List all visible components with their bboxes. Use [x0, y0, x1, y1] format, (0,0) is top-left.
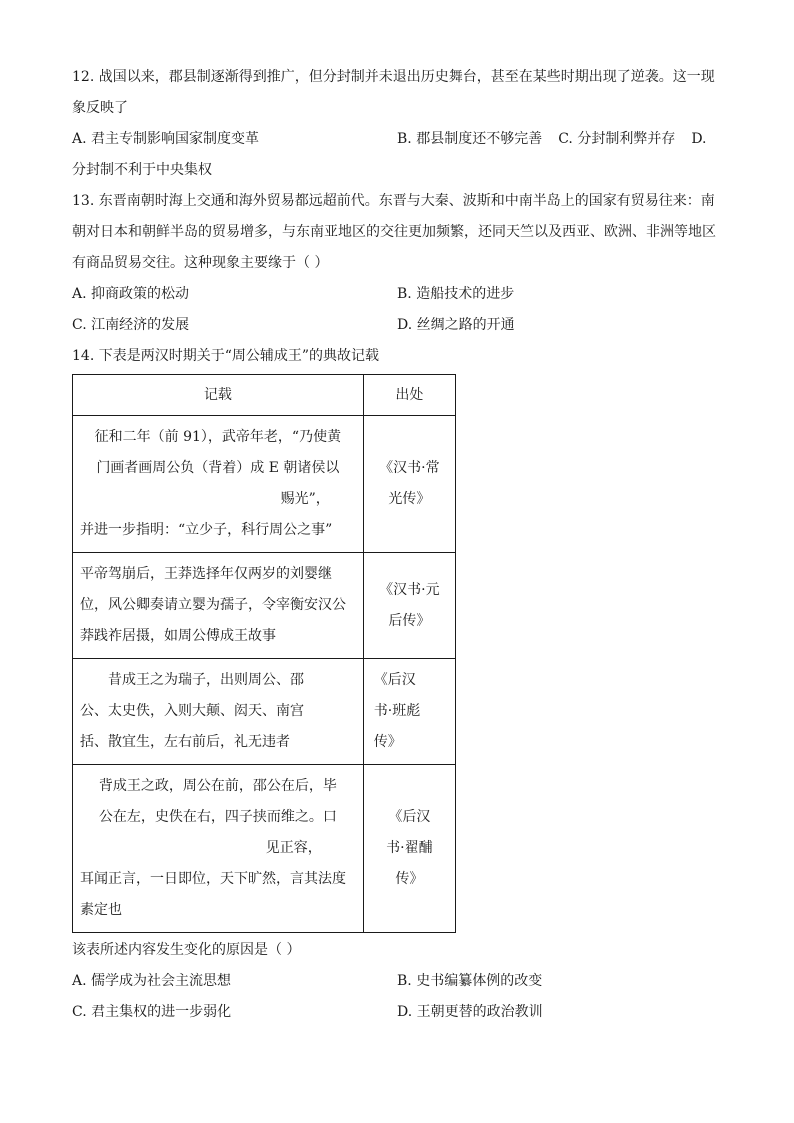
question-12 — [72, 62, 722, 186]
source-line: 《后汉 — [388, 809, 431, 825]
source-cell — [363, 416, 455, 553]
record-line: 见正容， — [265, 840, 322, 856]
table-row — [73, 416, 456, 553]
source-line: 《汉书·常 — [379, 460, 440, 476]
q13-options-row-2 — [72, 310, 722, 341]
q13-option-d: D. 丝绸之路的开通 — [397, 317, 515, 333]
record-line: 平帝驾崩后，王莽选择年仅两岁的刘婴继 — [80, 566, 332, 582]
q14-question: 该表所述内容发生变化的原因是（ ） — [72, 942, 301, 958]
source-line: 传》 — [373, 734, 402, 750]
q12-stem-line-1: 12. 战国以来，郡县制逐渐得到推广，但分封制并未退出历史舞台，甚至在某些时期出现了逆袭。这一现 — [72, 69, 715, 85]
record-line: 赐光”， — [280, 491, 330, 507]
record-line: 括、散宜生，左右前后，礼无违者 — [80, 734, 290, 750]
records-table — [72, 374, 456, 933]
q12-option-d-label: D. — [691, 131, 707, 147]
q13-option-a: A. 抑商政策的松动 — [72, 286, 190, 302]
record-line: 并进一步指明：“立少子，科行周公之事” — [80, 522, 333, 538]
record-line: 莽践祚居摄，如周公傅成王故事 — [80, 628, 276, 644]
q12-option-a: A. 君主专制影响国家制度变革 — [72, 131, 260, 147]
record-line: 征和二年（前 91），武帝年老，“乃使黄 — [94, 429, 342, 445]
q12-option-b: B. 郡县制度还不够完善 — [397, 131, 543, 147]
record-line: 公在左，史佚在右，四子挟而维之。口 — [98, 809, 337, 825]
source-cell — [363, 765, 455, 933]
table-row — [73, 553, 456, 659]
q14-option-a: A. 儒学成为社会主流思想 — [72, 973, 232, 989]
table-header-row — [73, 375, 456, 416]
record-cell — [73, 659, 364, 765]
record-line: 素定也 — [80, 902, 122, 918]
question-14 — [72, 341, 722, 1028]
q12-options-row — [72, 124, 722, 155]
source-cell — [363, 553, 455, 659]
source-cell — [363, 659, 455, 765]
q14-option-d: D. 王朝更替的政治教训 — [397, 1004, 543, 1020]
q13-stem-line-1: 13. 东晋南朝时海上交通和海外贸易都远超前代。东晋与大秦、波斯和中南半岛上的国家有贸易往来：南 — [72, 193, 715, 209]
q13-option-c: C. 江南经济的发展 — [72, 317, 190, 333]
exam-page — [72, 62, 722, 1028]
source-line: 后传》 — [388, 612, 431, 629]
q14-option-b: B. 史书编纂体例的改变 — [397, 973, 543, 989]
q13-option-b: B. 造船技术的进步 — [397, 286, 515, 302]
record-line: 门画者画周公负（背着）成 E 朝诸侯以 — [96, 460, 340, 476]
record-line: 公、太史佚，入则大颠、闳天、南宫 — [80, 703, 304, 719]
source-line: 书·翟酺 — [386, 840, 433, 856]
record-line: 位，风公卿奏请立婴为孺子，令宰衡安汉公 — [80, 597, 346, 613]
q14-options-row-1 — [72, 966, 722, 997]
q14-option-c: C. 君主集权的进一步弱化 — [72, 1004, 232, 1020]
record-cell — [73, 765, 364, 933]
q13-stem-line-3: 有商品贸易交往。这种现象主要缘于（ ） — [72, 255, 329, 271]
record-line: 耳闻正言，一日即位，天下旷然，言其法度 — [80, 871, 346, 887]
source-line: 书·班彪 — [373, 703, 421, 719]
record-cell — [73, 553, 364, 659]
q12-option-c: C. 分封制利弊并存 — [558, 131, 676, 147]
record-line: 背成王之政，周公在前，邵公在后，毕 — [98, 778, 337, 794]
source-line: 《汉书·元 — [379, 581, 440, 598]
source-line: 《后汉 — [373, 672, 416, 688]
q13-options-row-1 — [72, 279, 722, 310]
record-cell — [73, 416, 364, 553]
q12-stem-line-2: 象反映了 — [72, 100, 128, 116]
header-record: 记载 — [73, 375, 364, 416]
table-row — [73, 659, 456, 765]
source-line: 传》 — [395, 871, 424, 887]
table-row — [73, 765, 456, 933]
q14-stem: 14. 下表是两汉时期关于“周公辅成王”的典故记载 — [72, 348, 380, 364]
source-line: 光传》 — [388, 491, 431, 507]
q13-stem-line-2: 朝对日本和朝鲜半岛的贸易增多，与东南亚地区的交往更加频繁，还同天竺以及西亚、欧洲、非洲等地区 — [72, 224, 716, 240]
question-13 — [72, 186, 722, 341]
header-source: 出处 — [363, 375, 455, 416]
q12-option-d-text: 分封制不利于中央集权 — [72, 162, 212, 178]
q14-options-row-2 — [72, 997, 722, 1028]
record-line: 昔成王之为瑞子，出则周公、邵 — [108, 672, 304, 688]
